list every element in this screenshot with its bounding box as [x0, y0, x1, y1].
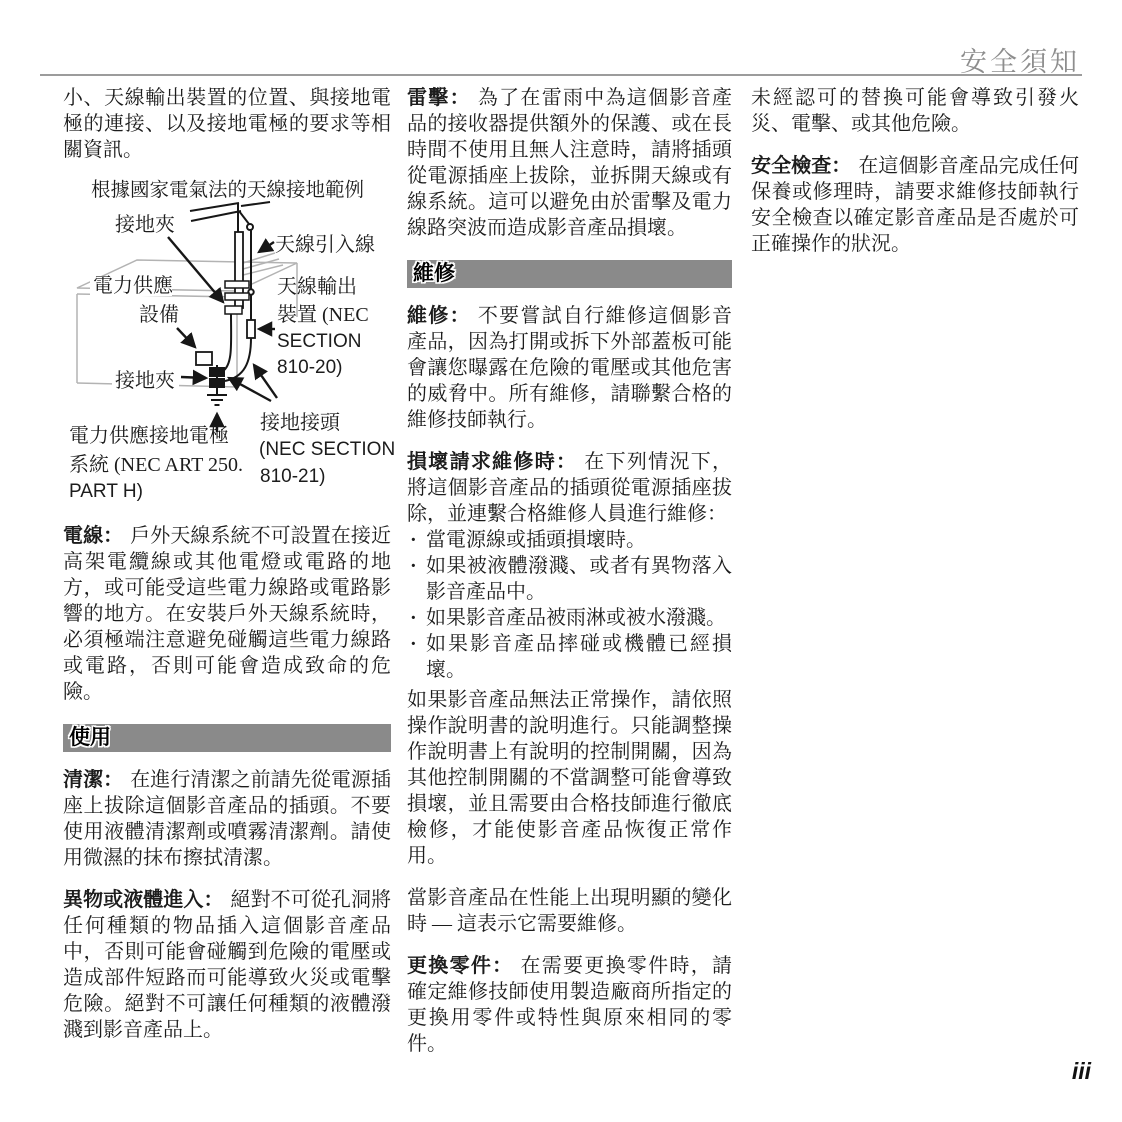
damage-body: 在下列情況下，將這個影音產品的插頭從電源插座拔除，並連繫合格維修人員進行維修： — [407, 451, 733, 525]
label-discharge-4: 810-20) — [277, 357, 343, 378]
label-electrode-1: 電力供應接地電極 — [69, 425, 229, 447]
ground-clamp-block-1 — [210, 368, 224, 376]
power-lines-body: 戶外天線系統不可設置在接近高架電纜線或其他電燈或電路的地方，或可能受這些電力線路或電路影響的地方。在安裝戶外天線系統時，必須極端注意避免碰觸這些電力線路或電路，否則可能會造成致命的危險。 — [63, 525, 392, 703]
intro-text: 小、天線輸出裝置的位置、與接地電極的連接、以及接地電極的要求等相關資訊。 — [63, 87, 391, 161]
paragraph-replacement-parts — [407, 953, 732, 1057]
cleaning-body: 在進行清潔之前請先從電源插座上拔除這個影音產品的插頭。不要使用液體清潔劑或噴霧清潔劑。請使用微濕的抹布擦拭清潔。 — [63, 769, 392, 869]
label-discharge-3: SECTION — [277, 331, 362, 352]
lightning-lead: 雷擊： — [407, 87, 471, 109]
label-ground-clamp-top: 接地夾 — [115, 214, 175, 236]
replacement-lead: 更換零件： — [407, 955, 514, 977]
header-rule — [40, 74, 1082, 76]
label-power-service-2: 設備 — [139, 304, 179, 326]
label-electrode-2: 系統 (NEC ART 250. — [69, 454, 243, 476]
servicing-body: 不要嘗試自行維修這個影音產品，因為打開或拆下外部蓋板可能會讓您曝露在危險的電壓或其他危害的威脅中。所有維修，請聯繫合格的維修技師執行。 — [407, 305, 733, 431]
ground-clamp-block-2 — [210, 379, 224, 387]
label-conductor-1: 接地接頭 — [260, 412, 340, 434]
antenna-grounding-diagram — [63, 175, 396, 507]
diagram-title: 根據國家電氣法的天線接地範例 — [91, 180, 365, 201]
house-outline — [77, 253, 297, 387]
list-item: · 如果影音產品摔碰或機體已經損壞。 — [407, 631, 732, 683]
label-discharge-1: 天線輸出 — [277, 276, 357, 298]
label-antenna-lead-in: 天線引入線 — [275, 234, 375, 256]
power-lines-lead: 電線： — [63, 525, 124, 547]
diagram-arrows — [168, 237, 277, 432]
paragraph-cleaning — [63, 767, 391, 871]
paragraph-safety-check — [751, 153, 1079, 257]
cleaning-lead: 清潔： — [63, 769, 124, 791]
servicing-lead: 維修： — [407, 305, 471, 327]
lightning-body: 為了在雷雨中為這個影音產品的接收器提供額外的保護、或在長時間不使用且無人注意時，請將插頭從電源插座上拔除，並拆開天線或有線系統。這可以避免由於雷擊及電力線路突波而造成影音產品損壞。 — [407, 87, 733, 239]
replacement-body: 在需要更換零件時，請確定維修技師使用製造廠商所指定的更換用零件或特性與原來相同的零件。 — [407, 955, 733, 1055]
foreign-objects-lead: 異物或液體進入： — [63, 889, 224, 911]
damage-lead: 損壞請求維修時： — [407, 451, 578, 473]
paragraph-unauthorized: 未經認可的替換可能會導致引發火災、電擊、或其他危險。 — [751, 87, 1079, 135]
mast-ground-clamp — [225, 306, 242, 314]
list-item: · 如果被液體潑濺、或者有異物落入影音產品中。 — [407, 553, 732, 605]
antenna-assembly — [190, 202, 270, 405]
foreign-objects-body: 絕對不可從孔洞將任何種類的物品插入這個影音產品中，否則可能會碰觸到危險的電壓或造成部件短路而可能導致火災或電擊危險。絕對不可讓任何種類的液體潑濺到影音產品上。 — [63, 889, 392, 1041]
paragraph-abnormal-operation: 如果影音產品無法正常操作，請依照操作說明書的說明進行。只能調整操作說明書上有說明的控制開關，因為其他控制開關的不當調整可能會導致損壞，並且需要由合格技師進行徹底檢修，才能使影音產品恢復正常作用。 — [407, 689, 732, 867]
safety-check-lead: 安全檢查： — [751, 155, 852, 177]
paragraph-servicing — [407, 303, 732, 433]
section-bar-use-label: 使用 — [69, 726, 111, 749]
section-bar-service-label: 維修 — [413, 262, 455, 285]
section-bar-use — [63, 724, 391, 752]
column-left — [63, 85, 396, 1043]
column-right — [751, 85, 1079, 257]
damage-conditions-list — [407, 527, 732, 683]
label-conductor-3: 810-21) — [260, 466, 326, 487]
label-electrode-3: PART H) — [69, 481, 143, 502]
power-service-equipment-box — [196, 352, 212, 365]
paragraph-damage — [407, 449, 732, 527]
paragraph-power-lines — [63, 523, 391, 705]
safety-check-body: 在這個影音產品完成任何保養或修理時，請要求維修技師執行安全檢查以確定影音產品是否處於可正確操作的狀況。 — [751, 155, 1080, 255]
label-discharge-2: 裝置 (NEC — [277, 304, 369, 326]
antenna-discharge-unit — [247, 320, 255, 338]
page-header-title: 安全須知 — [960, 47, 1080, 77]
paragraph-performance-change: 當影音產品在性能上出現明顯的變化時 — 這表示它需要維修。 — [407, 887, 732, 935]
label-conductor-2: (NEC SECTION — [259, 439, 396, 460]
paragraph-foreign-objects — [63, 887, 391, 1043]
grounding-diagram-svg — [63, 175, 403, 507]
page-number: iii — [1071, 1058, 1091, 1084]
list-item: · 當電源線或插頭損壞時。 — [407, 527, 732, 553]
list-item: · 如果影音產品被雨淋或被水潑濺。 — [407, 605, 732, 631]
column-middle — [407, 85, 732, 1057]
paragraph-lightning — [407, 85, 732, 241]
ground-conductor-inner — [223, 314, 231, 371]
paragraph-intro — [63, 85, 391, 163]
label-power-service-1: 電力供應 — [93, 275, 173, 297]
label-ground-clamp-bottom: 接地夾 — [115, 370, 175, 392]
section-bar-service — [407, 260, 732, 288]
